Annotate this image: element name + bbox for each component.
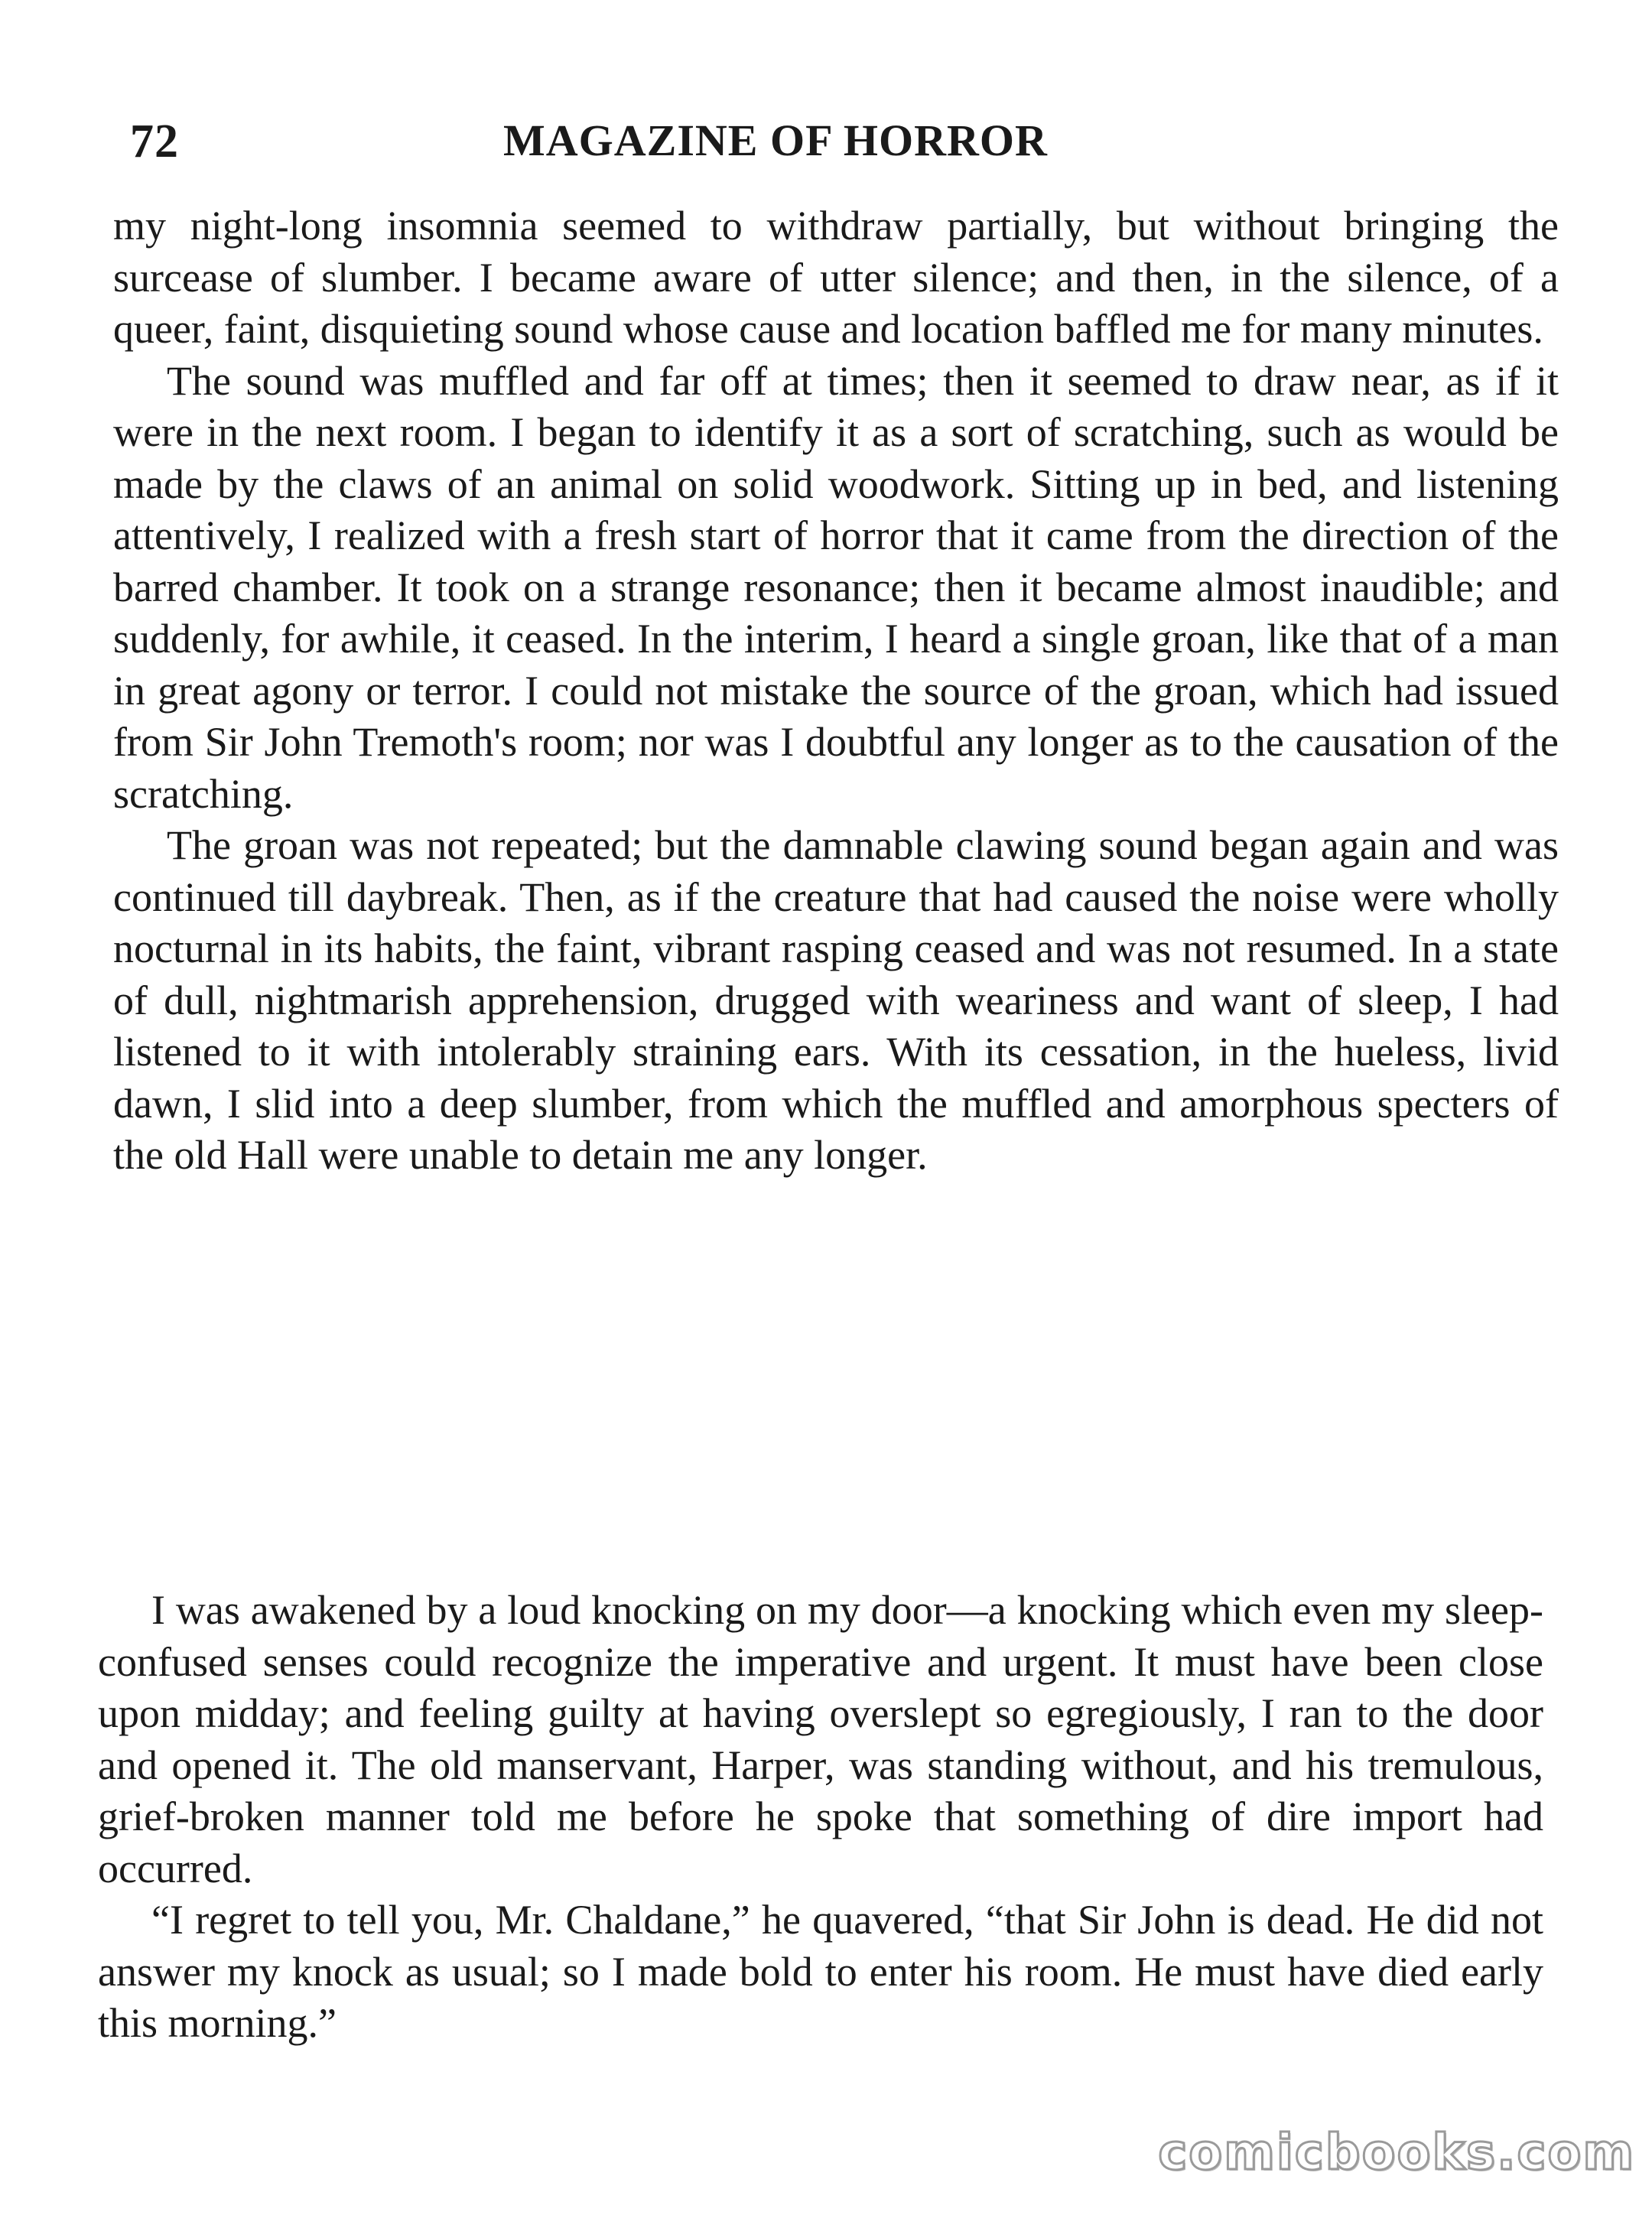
body-text-section-2 [98,1585,1543,2050]
watermark-logo: comicbooks.com [1158,2125,1635,2181]
paragraph: The sound was muffled and far off at times; then it seemed to draw near, as if it were in the next room. I began to identify it as a sort of scratching, such as would be made by the claws of an animal on solid woodwork. Sitting up in bed, and listening attentively, I realized with a fresh start of horror that it came from the direction of the barred chamber. It took on a strange resonance; then it became almost inaudible; and suddenly, for awhile, it ceased. In the interim, I heard a single groan, like that of a man in great agony or terror. I could not mistake the source of the groan, which had issued from Sir John Tremoth's room; nor was I doubtful any longer as to the causation of the scratching. [113,357,1559,817]
running-head [130,115,1560,176]
paragraph: “I regret to tell you, Mr. Chaldane,” he quavered, “that Sir John is dead. He did not answer my knock as usual; so I made bold to enter his room. He must have died early this morning.” [98,1897,1543,2046]
body-text-section-1 [113,200,1559,1182]
paragraph: The groan was not repeated; but the damnable clawing sound began again and was continued till daybreak. Then, as if the creature that had caused the noise were wholly nocturnal in its habits, the faint, vibrant rasping ceased and was not resumed. In a state of dull, nightmarish apprehension, drugged with weariness and want of sleep, I had listened to it with intolerably straining ears. With its cessation, in the hueless, livid dawn, I slid into a deep slumber, from which the muffled and amorphous specters of the old Hall were unable to detain me any longer. [113,822,1559,1178]
magazine-title: MAGAZINE OF HORROR [503,115,1048,165]
paragraph-continued: my night-long insomnia seemed to withdraw partially, but without bringing the surcease of slumber. I became aware of utter silence; and then, in the silence, of a queer, faint, disquieting sound whose cause and location baffled me for many minutes. [113,203,1559,352]
paragraph: I was awakened by a loud knocking on my door—a knocking which even my sleep-confused senses could recognize the imperative and urgent. It must have been close upon midday; and feeling guilty at having overslept so egregiously, I ran to the door and opened it. The old manservant, Harper, was standing without, and his tremulous, grief-broken manner told me before he spoke that something of dire import had occurred. [98,1587,1543,1891]
page-number: 72 [130,115,179,167]
